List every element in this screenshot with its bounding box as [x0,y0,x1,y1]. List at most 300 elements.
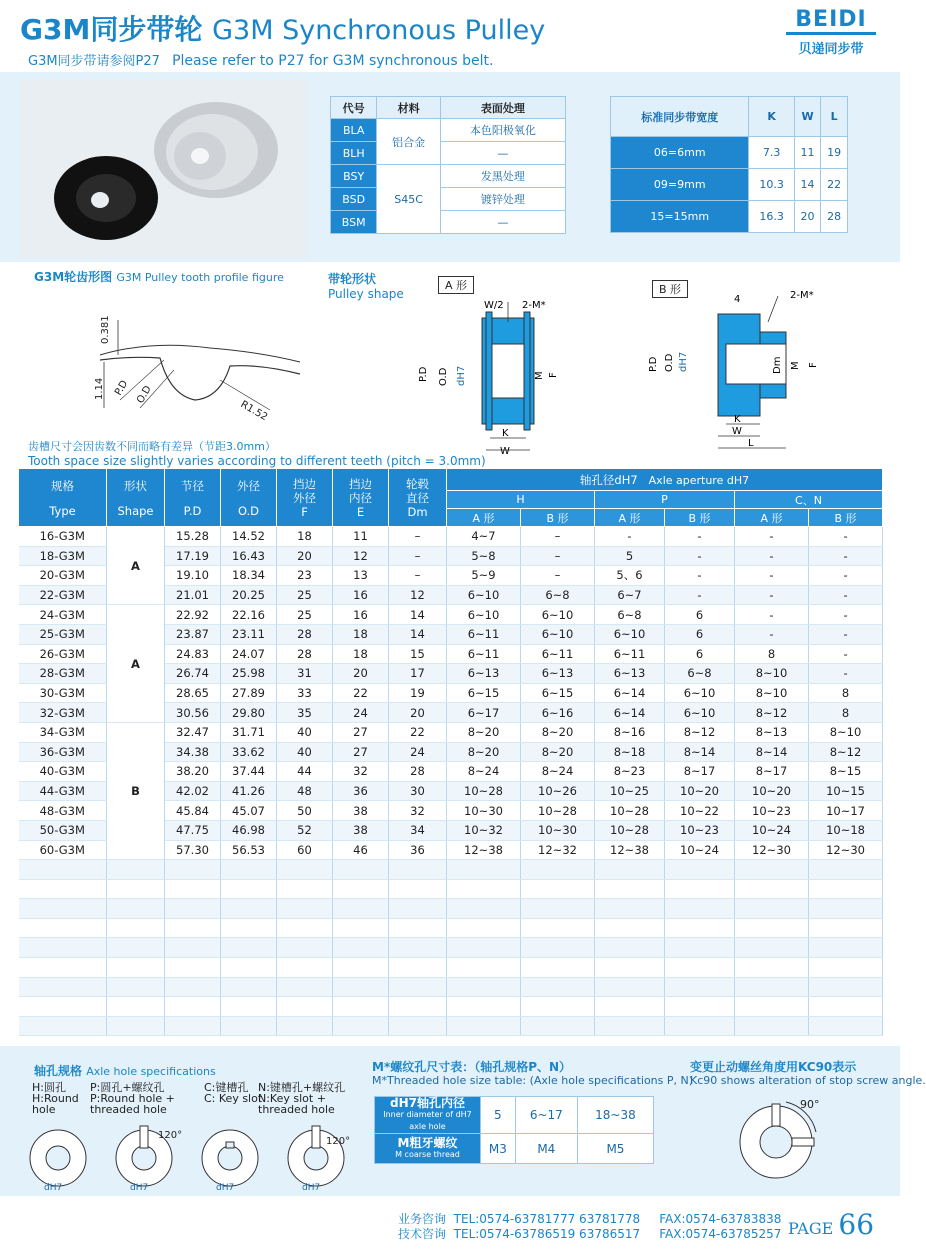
material-code: BSD [331,188,377,211]
header-f-en: F [301,504,308,519]
empty-cell [735,938,809,958]
page-label: PAGE [788,1219,834,1238]
empty-cell [107,879,165,899]
width-header-k: K [749,97,794,137]
empty-cell [809,997,883,1017]
width-w: 11 [794,137,821,169]
value-cell: 31.71 [221,722,277,742]
thread-title-cn: M*螺纹孔尺寸表：（轴孔规格P、N） [372,1060,572,1074]
empty-cell [809,938,883,958]
value-cell: 14 [389,605,447,625]
material-surface: — [440,211,565,234]
tooth-dim-od: O.D [135,384,154,406]
value-cell: 6 [665,605,735,625]
empty-cell [221,977,277,997]
empty-cell [221,997,277,1017]
value-cell: 6~8 [595,605,665,625]
empty-cell [665,899,735,919]
material-header-surface: 表面处理 [440,97,565,119]
material-header-code: 代号 [331,97,377,119]
value-cell: 10~25 [595,781,665,801]
type-cell: 50-G3M [19,820,107,840]
value-cell: 5~9 [447,566,521,586]
axle-type-n-cn: N:键槽孔+螺纹孔 [258,1081,346,1094]
footer-biz-fax: FAX:0574-63783838 [659,1212,782,1226]
value-cell: 12~32 [521,840,595,860]
axle-type-p-en: P:Round hole + threaded hole [90,1092,175,1116]
spec-table [18,468,883,1036]
value-cell: 10~23 [735,801,809,821]
header-pd-en: P.D [183,503,202,518]
type-cell: 30-G3M [19,683,107,703]
header-od [221,469,277,527]
value-cell: 12~38 [447,840,521,860]
value-cell: 8~20 [521,742,595,762]
value-cell: 6 [665,644,735,664]
b-dim-m: M [790,361,801,370]
dh7-label-p: dH7 [130,1183,149,1193]
type-cell: 48-G3M [19,801,107,821]
header-e-cn: 挡边内径 [349,476,372,505]
b-dim-w: W [732,426,742,437]
value-cell: – [389,566,447,586]
empty-cell [521,879,595,899]
value-cell: 12~38 [595,840,665,860]
empty-cell [735,879,809,899]
shape-a-label: A 形 [438,276,474,294]
header-sub-b: B 形 [665,509,735,527]
tooth-dim-r152: R1.52 [238,399,270,424]
value-cell: 10~28 [521,801,595,821]
width-code: 15=15mm [611,201,749,233]
empty-cell [277,938,333,958]
value-cell: 8~17 [735,762,809,782]
a-dim-dh7: dH7 [456,365,467,386]
value-cell: 48 [277,781,333,801]
table-row [19,605,883,625]
b-dim-dm: Dm [772,356,783,374]
empty-row [19,899,883,919]
axle-hole-title-en: Axle hole specifications [86,1065,216,1078]
value-cell: 8~23 [595,762,665,782]
value-cell: 8~13 [735,722,809,742]
value-cell: 16 [333,605,389,625]
value-cell: 13 [333,566,389,586]
empty-row [19,879,883,899]
value-cell: 25 [277,605,333,625]
empty-cell [107,860,165,880]
a-dim-w2: W/2 [484,300,504,311]
empty-cell [19,1016,107,1036]
empty-cell [389,918,447,938]
empty-cell [389,938,447,958]
empty-cell [809,899,883,919]
value-cell: 6~10 [595,624,665,644]
footer-biz-label: 业务咨询 [398,1212,447,1226]
value-cell: 6 [665,624,735,644]
thread-title-en: M*Threaded hole size table: (Axle hole specifications P, N) [372,1074,694,1087]
axle-hole-figures [24,1120,354,1196]
value-cell: 18 [333,644,389,664]
axle-type-p [90,1082,200,1115]
material-table [330,96,566,234]
thread-heading [372,1060,693,1088]
empty-cell [595,899,665,919]
value-cell: 6~14 [595,703,665,723]
empty-cell [447,918,521,938]
empty-cell [521,1016,595,1036]
value-cell: 29.80 [221,703,277,723]
empty-cell [809,958,883,978]
value-cell: 8~24 [447,762,521,782]
empty-cell [735,899,809,919]
value-cell: 6~10 [447,605,521,625]
value-cell: 45.07 [221,801,277,821]
type-cell: 16-G3M [19,527,107,547]
kc90-angle: 90° [800,1098,820,1111]
empty-cell [389,860,447,880]
empty-cell [107,899,165,919]
empty-cell [447,977,521,997]
b-dim-l: L [748,438,754,449]
value-cell: 8~18 [595,742,665,762]
value-cell: 36 [389,840,447,860]
value-cell: 24.83 [165,644,221,664]
value-cell: 10~30 [447,801,521,821]
value-cell: 8 [809,683,883,703]
empty-cell [19,860,107,880]
value-cell: 12~30 [735,840,809,860]
brand-name: BEIDI [786,8,876,35]
empty-cell [447,938,521,958]
value-cell: 8~15 [809,762,883,782]
kc90-title-en: Kc90 shows alteration of stop screw angle. [690,1074,926,1087]
value-cell: 28 [277,624,333,644]
value-cell: 31 [277,664,333,684]
value-cell: 8~10 [809,722,883,742]
header-type-cn: 规格 [51,478,74,493]
dh7-label-h: dH7 [44,1183,63,1193]
value-cell: 6~10 [665,703,735,723]
value-cell: 23.87 [165,624,221,644]
value-cell: 12 [389,585,447,605]
type-cell: 36-G3M [19,742,107,762]
empty-cell [165,958,221,978]
width-w: 20 [794,201,821,233]
value-cell: - [735,585,809,605]
material-surface: — [440,142,565,165]
axle-type-p-cn: P:圆孔+螺纹孔 [90,1081,165,1094]
empty-row [19,1016,883,1036]
a-dim-k: K [502,428,509,439]
width-code: 06=6mm [611,137,749,169]
empty-row [19,997,883,1017]
header-shape-cn: 形状 [124,478,147,493]
axle-angle-n: 120° [326,1136,351,1147]
value-cell: 8~20 [447,742,521,762]
material-code: BLA [331,119,377,142]
a-dim-pd: P.D [418,366,429,382]
value-cell: 8 [809,703,883,723]
empty-cell [107,1016,165,1036]
width-l: 28 [821,201,848,233]
page-header [0,0,900,72]
value-cell: 8~17 [665,762,735,782]
shape-cell: B [107,722,165,859]
value-cell: 17 [389,664,447,684]
empty-cell [165,860,221,880]
a-dim-m: M [534,371,545,380]
empty-cell [735,918,809,938]
empty-cell [221,938,277,958]
material-name: 铝合金 [377,119,440,165]
value-cell: 8~16 [595,722,665,742]
empty-cell [19,977,107,997]
value-cell: 28 [277,644,333,664]
empty-cell [665,938,735,958]
pulley-shape-title-cn: 带轮形状 [328,272,377,286]
header-sub-b: B 形 [809,509,883,527]
footer-tech-fax: FAX:0574-63785257 [659,1227,782,1241]
material-code: BLH [331,142,377,165]
value-cell: - [735,624,809,644]
empty-cell [19,899,107,919]
empty-cell [333,918,389,938]
type-cell: 28-G3M [19,664,107,684]
empty-row [19,958,883,978]
empty-cell [221,918,277,938]
empty-cell [447,997,521,1017]
empty-cell [277,958,333,978]
empty-cell [19,997,107,1017]
value-cell: 6~11 [447,624,521,644]
thread-row1-head [375,1097,481,1134]
empty-cell [333,997,389,1017]
empty-cell [333,899,389,919]
value-cell: 6~14 [595,683,665,703]
material-name: S45C [377,165,440,234]
thread-dh7-value: 6~17 [515,1097,577,1134]
empty-cell [389,958,447,978]
empty-cell [447,879,521,899]
value-cell: 8~24 [521,762,595,782]
page-number [788,1208,874,1241]
empty-cell [165,977,221,997]
tooth-dim-114: 1.14 [94,377,105,400]
thread-row2-head-cn: M粗牙螺纹 [397,1135,458,1150]
empty-cell [389,997,447,1017]
a-dim-f: F [548,372,559,378]
b-dim-dh7: dH7 [678,351,689,372]
subtitle-en: Please refer to P27 for G3M synchronous belt. [172,53,494,69]
thread-dh7-value: 5 [481,1097,516,1134]
value-cell: 34 [389,820,447,840]
value-cell: 10~22 [665,801,735,821]
value-cell: 6~8 [665,664,735,684]
value-cell: – [389,546,447,566]
axle-type-n [258,1082,368,1115]
value-cell: 25.98 [221,664,277,684]
value-cell: – [521,546,595,566]
value-cell: 6~17 [447,703,521,723]
material-surface: 本色阳极氧化 [440,119,565,142]
value-cell: 30.56 [165,703,221,723]
width-k: 16.3 [749,201,794,233]
empty-cell [735,977,809,997]
b-dim-pd: P.D [648,356,659,372]
value-cell: - [809,585,883,605]
footer-contact [398,1212,781,1242]
empty-cell [595,997,665,1017]
thread-dh7-value: 18~38 [577,1097,653,1134]
empty-cell [809,918,883,938]
value-cell: 8~20 [447,722,521,742]
header-od-cn: 外径 [237,478,260,493]
belt-width-table [610,96,848,233]
footer-tech-label: 技术咨询 [398,1227,447,1241]
thread-m-value: M4 [515,1134,577,1164]
value-cell: 37.44 [221,762,277,782]
empty-cell [665,997,735,1017]
type-cell: 44-G3M [19,781,107,801]
value-cell: 52 [277,820,333,840]
title-cn: G3M同步带轮 [20,13,203,46]
value-cell: 6~13 [447,664,521,684]
value-cell: 46 [333,840,389,860]
footer-tech [398,1227,781,1242]
a-dim-2m: 2-M* [522,300,546,311]
axle-type-h [32,1082,84,1115]
value-cell: 60 [277,840,333,860]
empty-cell [389,1016,447,1036]
axle-type-c-en: C: Key slot [204,1092,263,1105]
value-cell: 23.11 [221,624,277,644]
empty-cell [221,860,277,880]
value-cell: 10~24 [735,820,809,840]
width-header-w: W [794,97,821,137]
thread-row2-head [375,1134,481,1164]
value-cell: 23 [277,566,333,586]
value-cell: - [809,566,883,586]
tooth-profile-heading [34,268,284,285]
type-cell: 22-G3M [19,585,107,605]
empty-cell [665,1016,735,1036]
empty-cell [165,938,221,958]
empty-cell [521,899,595,919]
pulley-shape-heading [328,270,404,301]
axle-type-c-cn: C:键槽孔 [204,1081,249,1094]
header-sub-a: A 形 [735,509,809,527]
empty-cell [809,879,883,899]
width-l: 19 [821,137,848,169]
empty-cell [595,1016,665,1036]
value-cell: - [809,624,883,644]
value-cell: 27 [333,722,389,742]
value-cell: 36 [333,781,389,801]
value-cell: 25 [277,585,333,605]
value-cell: 8~12 [735,703,809,723]
type-cell: 26-G3M [19,644,107,664]
value-cell: 33 [277,683,333,703]
value-cell: 18 [333,624,389,644]
value-cell: 57.30 [165,840,221,860]
material-code: BSY [331,165,377,188]
empty-cell [665,918,735,938]
value-cell: 33.62 [221,742,277,762]
header-dm [389,469,447,527]
width-k: 7.3 [749,137,794,169]
value-cell: 20 [389,703,447,723]
header-axle [447,469,883,491]
value-cell: 10~15 [809,781,883,801]
header-od-en: O.D [237,503,260,518]
pulley-shape-b-figure [630,292,830,454]
thread-row1-head-cn: dH7轴孔内径 [390,1096,465,1110]
brand-name-cn: 贝递同步带 [798,42,864,57]
dh7-label-c: dH7 [216,1183,235,1193]
empty-cell [221,958,277,978]
value-cell: 21.01 [165,585,221,605]
footer-biz [398,1212,781,1227]
value-cell: 26.74 [165,664,221,684]
value-cell: 47.75 [165,820,221,840]
header-e [333,469,389,527]
shape-b-label: B 形 [652,280,688,298]
empty-row [19,938,883,958]
value-cell: 40 [277,722,333,742]
value-cell: 6~11 [595,644,665,664]
width-l: 22 [821,169,848,201]
header-type-en: Type [49,503,76,518]
value-cell: 32 [333,762,389,782]
empty-cell [107,958,165,978]
value-cell: - [735,546,809,566]
empty-cell [107,938,165,958]
value-cell: 15 [389,644,447,664]
value-cell: 24.07 [221,644,277,664]
empty-cell [665,879,735,899]
empty-cell [595,860,665,880]
subtitle-cn: G3M同步带请参阅P27 [28,54,160,69]
empty-row [19,977,883,997]
empty-cell [277,977,333,997]
header-f [277,469,333,527]
empty-cell [221,879,277,899]
empty-cell [277,1016,333,1036]
tooth-dim-0381: 0.381 [100,315,111,344]
value-cell: 6~15 [447,683,521,703]
empty-cell [447,860,521,880]
value-cell: 14 [389,624,447,644]
value-cell: 10~18 [809,820,883,840]
value-cell: - [665,566,735,586]
header-sub-a: A 形 [595,509,665,527]
value-cell: 10~24 [665,840,735,860]
value-cell: 6~13 [595,664,665,684]
type-cell: 32-G3M [19,703,107,723]
header-type [19,469,107,527]
value-cell: - [809,546,883,566]
value-cell: 40 [277,742,333,762]
empty-cell [665,860,735,880]
empty-cell [165,899,221,919]
value-cell: 8~20 [521,722,595,742]
value-cell: 6~10 [447,585,521,605]
type-cell: 24-G3M [19,605,107,625]
material-code: BSM [331,211,377,234]
type-cell: 34-G3M [19,722,107,742]
empty-cell [333,879,389,899]
